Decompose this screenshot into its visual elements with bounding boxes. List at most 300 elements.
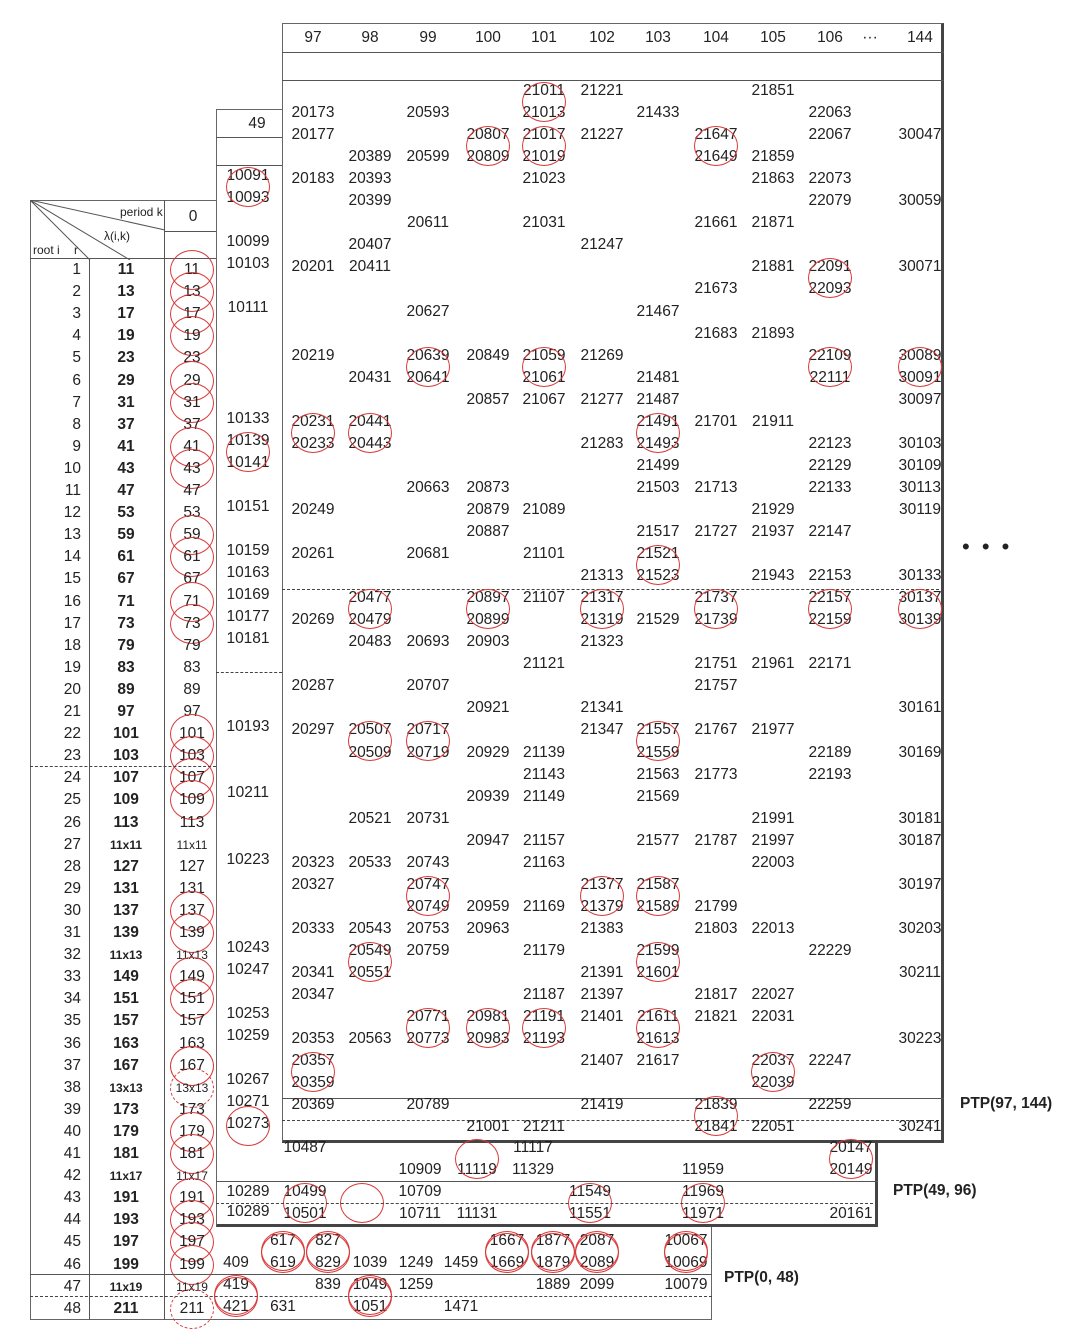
- ptp-97-144-value: 20983: [466, 1030, 510, 1048]
- root-index: 28: [63, 857, 81, 875]
- ptp-97-144-value: 21851: [751, 82, 795, 99]
- ptp-97-144-value: 21881: [751, 258, 795, 276]
- lambda-0-value: 163: [179, 1034, 205, 1052]
- ptp-97-144-value: 20341: [291, 964, 335, 981]
- ptp-97-144-value: 20441: [348, 412, 392, 430]
- ptp-97-144-value: 20509: [348, 743, 392, 761]
- root-value: 11x13: [109, 948, 143, 963]
- ptp-97-144-value: 22013: [751, 919, 795, 937]
- root-index: 47: [63, 1277, 81, 1295]
- ptp-97-144-value: 20939: [466, 787, 510, 805]
- ptp-97-144-value: 20369: [291, 1096, 335, 1114]
- ptp-97-144-value: 20549: [348, 941, 392, 959]
- ptp-0-48-value: 1667: [489, 1232, 525, 1249]
- ptp-49-96-value: 10133: [226, 409, 270, 427]
- ptp-97-144-value: 20287: [291, 677, 335, 695]
- lambda-0-value: 67: [183, 570, 201, 588]
- lambda-0-value: 151: [179, 990, 205, 1008]
- ptp-97-144-value: 22111: [809, 368, 851, 386]
- ptp-97-144-value: 21107: [523, 589, 565, 607]
- ptp-97-144-value: 22091: [808, 258, 852, 276]
- middle-dashed-separator: [216, 672, 282, 673]
- ptp-97-144-value: 22153: [808, 567, 852, 585]
- root-value: 109: [113, 791, 139, 809]
- ptp-97-144-value: 21929: [751, 500, 795, 518]
- ptp-97-144-value: 30169: [898, 743, 942, 761]
- root-index: 7: [72, 393, 81, 411]
- ptp-97-144-value: 21893: [751, 324, 795, 342]
- lambda-0-value: 181: [179, 1145, 205, 1162]
- ptp-97-144-value: 21649: [694, 148, 738, 166]
- ptp-97-144-value: 20173: [291, 104, 335, 122]
- lambda-0-value: 173: [179, 1100, 205, 1118]
- root-value: 79: [117, 636, 135, 654]
- ptp-97-144-value: 21283: [580, 434, 624, 452]
- ptp-97-144-value: 30187: [898, 831, 942, 849]
- ptp-97-144-value: 21563: [636, 765, 680, 783]
- ptp-49-96-value: 10177: [226, 608, 270, 625]
- lambda-0-value: 13x13: [175, 1080, 209, 1095]
- ptp-97-144-value: 21193: [523, 1030, 565, 1048]
- ptp-97-144-value: 20333: [291, 919, 335, 937]
- root-value: 23: [117, 349, 135, 367]
- ptp-97-144-value: 21839: [694, 1096, 738, 1114]
- ptp-49-96-value: 20149: [829, 1161, 873, 1178]
- ptp-97-144-value: 22171: [808, 655, 852, 673]
- root-index: 17: [63, 614, 81, 632]
- root-index: 33: [63, 968, 81, 986]
- ptp-49-96-value: 10111: [227, 299, 269, 317]
- root-value: 29: [117, 371, 135, 389]
- ptp-49-96-value: 10273: [226, 1115, 270, 1133]
- ptp-97-144-value: 20431: [348, 368, 392, 386]
- root-value: 151: [113, 990, 139, 1008]
- ri-column-divider: [164, 200, 165, 1320]
- ptp-97-144-value: 30139: [898, 611, 942, 629]
- ptp-0-48-value: 1039: [352, 1254, 388, 1271]
- lambda-0-value: 53: [183, 504, 201, 522]
- ptp-97-144-value: 21341: [580, 699, 624, 717]
- lambda-0-value: 71: [183, 592, 201, 610]
- ptp-97-144-value: 21211: [523, 1118, 565, 1136]
- lambda-0-value: 37: [183, 415, 201, 433]
- root-index: 23: [63, 747, 81, 765]
- ptp-97-144-value: 21059: [522, 346, 566, 364]
- root-value: 131: [113, 879, 139, 897]
- root-value: 89: [117, 680, 135, 698]
- ptp-97-144-value: 21013: [522, 104, 566, 122]
- middle-bottom-rule: [216, 1181, 878, 1182]
- ptp-97-144-value: 22259: [808, 1096, 852, 1114]
- ptp-97-144-value: 20641: [406, 368, 450, 386]
- ptp-49-96-value: 10253: [226, 1004, 270, 1022]
- lambda-0-value: 13: [183, 283, 201, 301]
- root-index: 48: [63, 1299, 81, 1317]
- root-index: 24: [63, 769, 81, 787]
- left-dashed-separator-2: [30, 1296, 712, 1297]
- ptp-97-144-value: 21751: [694, 655, 738, 673]
- ptp-0-48-value: 2089: [579, 1254, 615, 1271]
- lambda-0-value: 193: [179, 1211, 205, 1229]
- ptp-97-144-value: 20611: [407, 214, 449, 232]
- ptp-97-144-value: 20627: [406, 302, 450, 320]
- ptp-97-144-value: 20807: [466, 126, 510, 144]
- ptp-97-144-value: 21121: [523, 655, 565, 673]
- ptp-49-96-value: 10181: [226, 630, 270, 648]
- lambda-0-value: 11x19: [176, 1279, 208, 1294]
- root-value: 83: [117, 658, 135, 676]
- ptp-97-144-value: 20353: [291, 1030, 335, 1048]
- ptp-97-144-value: 20753: [406, 919, 450, 937]
- ptp-97-144-value: 21841: [694, 1118, 738, 1136]
- ptp-97-144-value: 22109: [808, 346, 852, 364]
- ptp-97-144-value: 21163: [523, 853, 565, 871]
- lambda-0-value: 11x13: [176, 948, 208, 963]
- ptp-97-144-value: 21559: [636, 743, 680, 761]
- ptp-97-144-column-header: 106: [817, 29, 843, 46]
- ptp-97-144-value: 20261: [291, 545, 335, 563]
- ptp-97-144-value: 21599: [636, 941, 680, 959]
- ptp-97-144-value: 22027: [751, 986, 795, 1004]
- ptp-97-144-value: 20743: [406, 853, 450, 871]
- ptp-97-144-value: 21089: [522, 500, 566, 518]
- ptp-97-144-value: 30047: [898, 126, 942, 144]
- ptp-0-48-value: 827: [315, 1232, 341, 1249]
- ptp-97-144-value: 30059: [898, 192, 942, 210]
- ptp-97-144-value: 21397: [580, 986, 624, 1004]
- ptp-97-144-value: 30113: [899, 478, 941, 496]
- root-index: 42: [63, 1167, 81, 1185]
- ptp-97-144-value: 20749: [406, 897, 450, 915]
- root-value: 173: [113, 1100, 139, 1118]
- ptp-0-48-value: 1471: [443, 1298, 479, 1315]
- root-index: 13: [63, 526, 81, 544]
- root-index: 35: [63, 1012, 81, 1030]
- ptp-97-144-value: 20411: [349, 258, 391, 276]
- ptp-49-96-value: 10099: [226, 233, 270, 251]
- ptp-0-48-value: 631: [270, 1298, 296, 1315]
- root-index: 4: [72, 327, 81, 345]
- ptp-97-144-value: 20443: [348, 434, 392, 452]
- root-index: 45: [63, 1233, 81, 1251]
- ptp-97-144-value: 22147: [808, 523, 852, 540]
- ptp-97-144-label: PTP(97, 144): [960, 1095, 1053, 1112]
- ptp-97-144-value: 21139: [523, 743, 565, 761]
- root-index: 43: [63, 1189, 81, 1207]
- root-index: 9: [72, 437, 81, 455]
- lambda-0-value: 43: [183, 459, 201, 477]
- root-index: 31: [63, 924, 81, 941]
- middle-dashed-separator-2: [216, 1203, 878, 1204]
- ptp-97-144-value: 22051: [751, 1118, 795, 1136]
- root-value: 31: [117, 393, 135, 411]
- ptp-97-144-value: 20521: [348, 809, 392, 827]
- ptp-97-144-value: 20789: [406, 1096, 450, 1114]
- root-value: 17: [117, 305, 135, 323]
- ptp-97-144-value: 22193: [808, 765, 852, 783]
- lambda-0-value: 149: [179, 968, 205, 986]
- ptp-49-96-value: 10243: [226, 938, 270, 956]
- root-index: 39: [63, 1100, 81, 1118]
- ptp-97-144-value: 21493: [636, 434, 680, 452]
- ptp-97-144-value: 21523: [636, 567, 680, 585]
- ptp-49-96-value: 11119: [457, 1161, 497, 1178]
- ptp-97-144-value: 20947: [466, 831, 510, 849]
- ptp-97-144-value: 30109: [898, 456, 942, 474]
- ptp-97-144-value: 20747: [406, 875, 450, 893]
- root-value: 107: [113, 769, 139, 787]
- ptp-49-96-value: 11117: [513, 1139, 553, 1156]
- ptp-97-144-value: 21023: [522, 170, 566, 188]
- ptp-97-144-value: 21221: [580, 82, 624, 99]
- ptp-97-144-value: 21683: [694, 324, 738, 342]
- lambda-0-value: 41: [183, 437, 201, 455]
- ptp-97-144-value: 21661: [694, 214, 738, 232]
- ptp-97-144-value: 21821: [694, 1008, 738, 1026]
- ptp-97-144-value: 20399: [348, 192, 392, 210]
- root-value: 211: [113, 1299, 139, 1317]
- ptp-97-144-value: 30181: [898, 809, 942, 827]
- ptp-97-144-value: 22037: [751, 1052, 795, 1070]
- ptp-97-144-value: 20483: [348, 633, 392, 651]
- ptp-97-144-value: 20899: [466, 611, 510, 629]
- ptp-97-144-value: 20551: [348, 964, 392, 981]
- ptp-49-96-header: 49: [248, 115, 266, 132]
- ptp-97-144-value: 21611: [637, 1008, 679, 1026]
- ptp-97-144-value: 21011: [523, 82, 565, 99]
- root-index: 46: [63, 1255, 81, 1273]
- ptp-97-144-column-header: 97: [304, 29, 322, 46]
- lambda-0-value: 83: [183, 658, 201, 676]
- ptp-97-144-value: 20407: [348, 236, 392, 254]
- ptp-49-96-value: 10501: [283, 1205, 327, 1222]
- lambda-0-value: 191: [179, 1189, 205, 1207]
- ptp-49-96-value: 11551: [569, 1205, 611, 1222]
- root-index: 34: [63, 990, 81, 1008]
- ptp-97-144-value: 21019: [522, 148, 566, 166]
- ptp-97-144-value: 21001: [466, 1118, 510, 1136]
- ptp-97-144-value: 20359: [291, 1074, 335, 1092]
- ptp-97-144-value: 22189: [808, 743, 852, 761]
- ptp-97-144-value: 21467: [636, 302, 680, 320]
- ptp-97-144-value: 20879: [466, 500, 510, 518]
- ptp-97-144-value: 21737: [694, 589, 738, 607]
- ptp-97-144-value: 21787: [694, 831, 738, 849]
- lambda-0-value: 113: [179, 813, 205, 831]
- root-column-divider: [89, 258, 90, 1320]
- ptp-97-144-value: 21499: [636, 456, 680, 474]
- ptp-49-96-value: 10151: [226, 497, 270, 515]
- ptp-97-144-value: 21179: [523, 941, 565, 959]
- ptp-49-96-value: 10139: [226, 431, 270, 449]
- ptp-97-144-value: 20809: [466, 148, 510, 166]
- ptp-97-144-value: 21347: [580, 721, 624, 739]
- ptp-97-144-column-header: ···: [862, 29, 878, 46]
- ptp-97-144-value: 22073: [808, 170, 852, 188]
- ptp-49-96-value: 10271: [226, 1093, 270, 1111]
- ptp-97-144-value: 21757: [694, 677, 738, 695]
- root-index: 10: [63, 459, 81, 477]
- lambda-0-value: 11x17: [176, 1169, 208, 1184]
- ptp-97-144-value: 20477: [348, 589, 392, 607]
- ptp-49-96-value: 10223: [226, 850, 270, 868]
- root-value: 11x17: [109, 1169, 143, 1184]
- ptp-97-144-value: 20963: [466, 919, 510, 937]
- ptp-97-144-value: 30119: [899, 500, 941, 518]
- ptp-97-144-value: 21419: [580, 1096, 624, 1114]
- root-index: 15: [63, 570, 81, 588]
- ptp-97-144-value: 21739: [694, 611, 738, 629]
- ptp-97-144-value: 20249: [291, 500, 335, 518]
- period-k-label: period k: [120, 205, 163, 219]
- lambda-0-value: 137: [179, 901, 205, 919]
- ptp-97-144-value: 30197: [898, 875, 942, 893]
- root-value: 19: [117, 327, 135, 345]
- root-index: 12: [63, 504, 81, 522]
- ptp-97-144-value: 22123: [808, 434, 852, 452]
- ptp-0-48-value: 421: [223, 1298, 249, 1315]
- ptp-97-144-value: 21859: [751, 148, 795, 166]
- ptp-49-96-value: 10141: [226, 453, 270, 471]
- root-value: 103: [113, 747, 139, 765]
- ptp-49-96-value: 11959: [682, 1161, 724, 1178]
- ptp-97-144-value: 20347: [291, 986, 335, 1004]
- root-value: 139: [113, 924, 139, 941]
- ptp-97-144-value: 20873: [466, 478, 510, 496]
- ptp-97-144-value: 20707: [406, 677, 450, 695]
- lambda-0-value: 103: [179, 747, 205, 765]
- ptp-97-144-value: 22229: [808, 941, 852, 959]
- ptp-97-144-value: 21169: [523, 897, 565, 915]
- root-value: 181: [113, 1145, 139, 1162]
- ptp-97-144-value: 22067: [808, 126, 852, 144]
- ptp-97-144-value: 22063: [808, 104, 852, 122]
- root-index: 18: [63, 636, 81, 654]
- ptp-97-144-column-header: 102: [589, 29, 615, 46]
- ptp-97-144-value: 20201: [291, 258, 335, 276]
- root-value: 167: [113, 1056, 139, 1074]
- ptp-97-144-value: 21799: [694, 897, 738, 915]
- ptp-97-144-value: 21379: [580, 897, 624, 915]
- ptp-97-144-value: 21871: [751, 214, 795, 232]
- ptp-97-144-value: 21157: [523, 831, 565, 849]
- ptp-97-144-value: 21277: [580, 390, 624, 408]
- root-value: 179: [113, 1122, 139, 1140]
- ptp-97-144-value: 21017: [522, 126, 566, 144]
- lambda-0-value: 17: [183, 305, 201, 323]
- ptp-49-96-value: 10169: [226, 585, 270, 603]
- lambda-0-value: 97: [183, 703, 201, 720]
- ptp-0-48-value: 1669: [489, 1254, 525, 1271]
- ptp-97-144-value: 21937: [751, 523, 795, 540]
- middle-header-rule-2: [216, 165, 282, 166]
- root-index: 27: [63, 835, 81, 853]
- ptp-97-144-value: 30211: [899, 964, 941, 981]
- ptp-49-96-value: 20161: [829, 1205, 873, 1222]
- ptp-97-144-value: 21487: [636, 390, 680, 408]
- lambda-0-value: 11x11: [176, 837, 208, 852]
- ptp-49-96-value: 10499: [283, 1183, 327, 1200]
- root-value: 197: [113, 1233, 139, 1251]
- root-index: 25: [63, 791, 81, 809]
- ptp-97-144-value: 20681: [406, 545, 450, 563]
- root-value: 11x11: [109, 837, 143, 852]
- lambda-0-value: 167: [179, 1056, 205, 1074]
- ptp-97-144-value: 30097: [898, 390, 942, 408]
- ptp-97-144-value: 30091: [898, 368, 942, 386]
- ptp-97-144-value: 21713: [694, 478, 738, 496]
- ptp-97-144-value: 21407: [580, 1052, 624, 1070]
- ptp-49-96-value: 10289: [226, 1203, 270, 1221]
- ptp-97-144-value: 20231: [291, 412, 335, 430]
- lambda-0-value: 107: [179, 769, 205, 787]
- lambda-0-value: 197: [179, 1233, 205, 1251]
- root-index: 32: [63, 946, 81, 964]
- ptp-97-144-value: 22247: [808, 1052, 852, 1070]
- ptp-97-144-value: 22031: [751, 1008, 795, 1026]
- lambda-0-value: 89: [183, 680, 201, 698]
- ptp-97-144-value: 21401: [580, 1008, 624, 1026]
- ptp-97-144-value: 20929: [466, 743, 510, 761]
- ptp-97-144-value: 21943: [751, 567, 795, 585]
- ptp-49-96-value: 10487: [283, 1139, 327, 1156]
- ptp-97-144-value: 20599: [406, 148, 450, 166]
- ptp-97-144-value: 21061: [522, 368, 566, 386]
- ptp-97-144-value: 20771: [406, 1008, 450, 1026]
- ptp-97-144-value: 21521: [636, 545, 680, 563]
- root-value: 67: [117, 570, 135, 588]
- ptp-97-144-value: 21977: [751, 721, 795, 739]
- root-index: 19: [63, 658, 81, 676]
- ptp-0-48-value: 619: [270, 1254, 296, 1271]
- ptp-97-144-value: 20543: [348, 919, 392, 937]
- ptp-97-144-value: 20479: [348, 611, 392, 629]
- root-index: 11: [64, 482, 81, 499]
- root-value: 127: [113, 857, 139, 875]
- root-index: 44: [63, 1211, 81, 1229]
- lambda-0-value: 61: [183, 548, 201, 566]
- root-index: 30: [63, 901, 81, 919]
- ptp-97-144-value: 20731: [406, 809, 450, 827]
- ptp-0-48-value: 1889: [535, 1276, 571, 1293]
- root-value: 193: [113, 1211, 139, 1229]
- ri-label: r: [74, 243, 78, 257]
- ptp-97-144-value: 21143: [523, 765, 565, 783]
- ptp-0-48-value: 10079: [664, 1276, 708, 1293]
- lambda-label: λ(i,k): [104, 229, 130, 243]
- ptp-49-96-value: 11549: [569, 1183, 611, 1200]
- ptp-97-144-value: 22079: [808, 192, 852, 210]
- lambda-0-value: 109: [179, 791, 205, 809]
- ptp-0-48-value: 1459: [443, 1254, 479, 1271]
- ptp-49-96-value: 10093: [226, 189, 270, 207]
- ptp-97-144-column-header: 104: [703, 29, 729, 46]
- ptp-97-144-value: 21961: [751, 655, 795, 673]
- ptp-97-144-value: 30137: [898, 589, 942, 607]
- root-index: 41: [63, 1145, 81, 1162]
- lambda-0-value: 11: [183, 261, 201, 278]
- ptp-0-48-value: 1877: [535, 1232, 571, 1249]
- ptp-97-144-value: 21067: [522, 390, 566, 408]
- ptp-97-144-value: 21227: [580, 126, 624, 144]
- ptp-97-144-column-header: 103: [645, 29, 671, 46]
- ptp-97-144-value: 21491: [636, 412, 680, 430]
- root-index: 14: [63, 548, 81, 566]
- ptp-97-144-value: 21613: [636, 1030, 680, 1048]
- lambda-0-value: 199: [179, 1255, 205, 1273]
- ptp-49-96-value: 10267: [226, 1071, 270, 1089]
- root-index: 21: [63, 703, 81, 720]
